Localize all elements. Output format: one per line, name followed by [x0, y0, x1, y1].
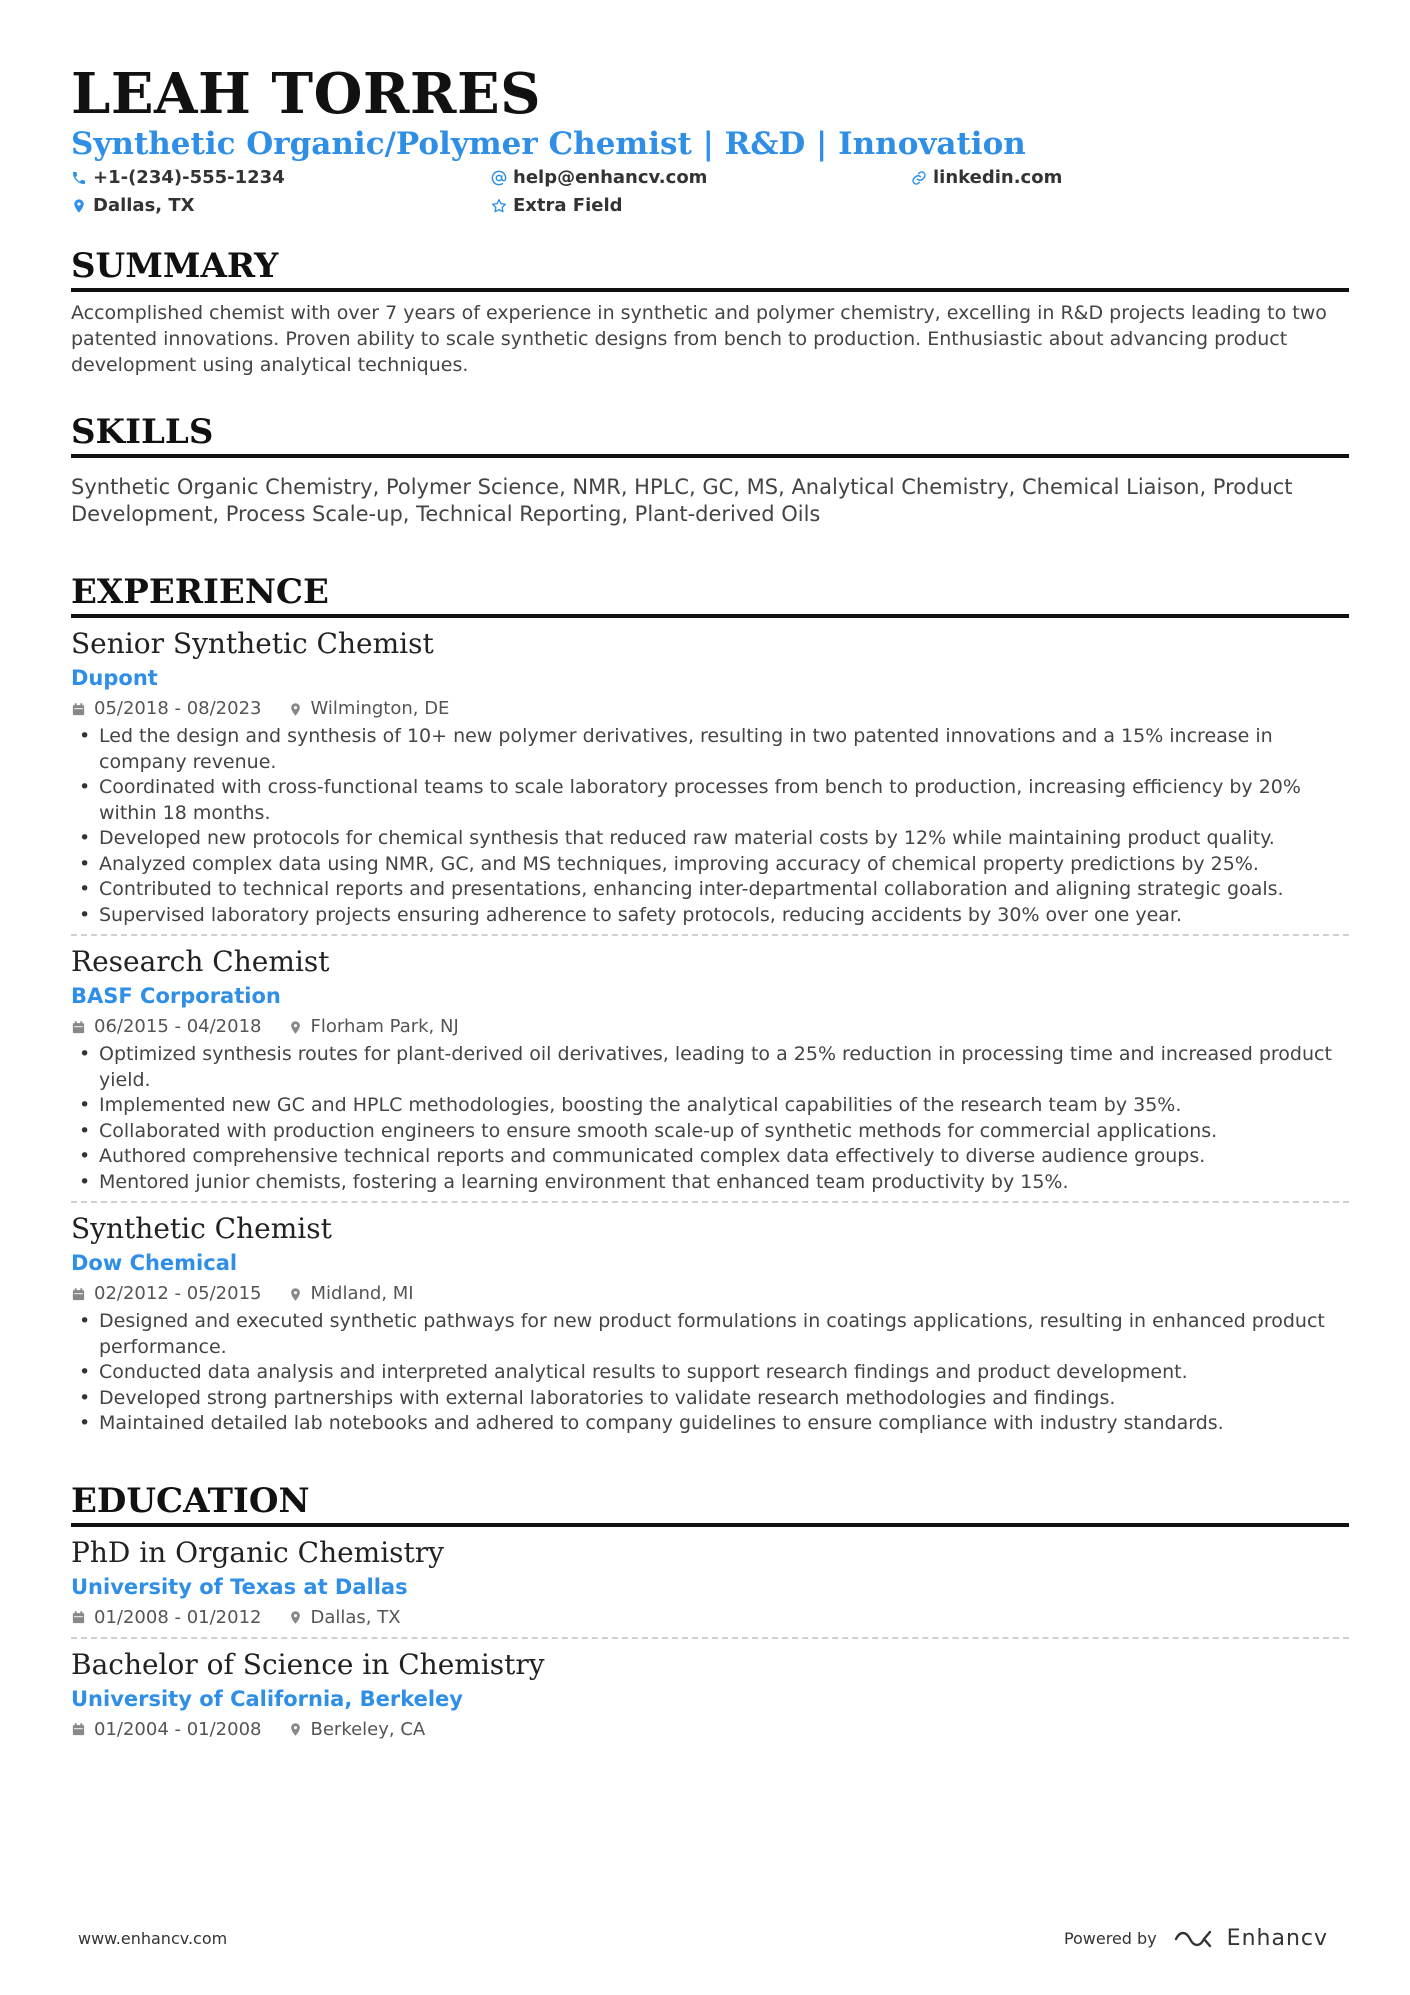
job-bullet: • Mentored junior chemists, fostering a learning environment that enhanced team productivity by 15%.: [71, 1170, 1349, 1196]
job-bullet: • Implemented new GC and HPLC methodologies, boosting the analytical capabilities of the research team by 35%.: [71, 1093, 1349, 1119]
company-name: BASF Corporation: [71, 984, 281, 1008]
education-location: Berkeley, CA: [310, 1718, 426, 1740]
calendar-icon: [71, 702, 86, 717]
education-meta: [71, 1605, 1349, 1631]
experience-entry: [71, 1211, 1349, 1443]
skills-text: Synthetic Organic Chemistry, Polymer Science, NMR, HPLC, GC, MS, Analytical Chemistry, Chemical Liaison, Product Development, Process Scale-up, Technical Reporting, Plant-derived Oils: [71, 475, 1293, 526]
powered-by-label: Powered by: [1063, 1929, 1157, 1948]
map-pin-icon: [288, 1722, 303, 1737]
company-name: Dupont: [71, 666, 158, 690]
job-location-wrap: [288, 1281, 414, 1307]
resume-page: [71, 62, 1349, 1755]
degree-title: Bachelor of Science in Chemistry: [71, 1647, 545, 1681]
education-location-wrap: [288, 1717, 426, 1743]
candidate-name: LEAH TORRES: [71, 61, 542, 127]
star-icon: [491, 198, 513, 214]
job-bullets: [71, 1309, 1349, 1437]
phone-icon: [71, 170, 93, 186]
map-pin-icon: [288, 1610, 303, 1625]
education-dates: 01/2004 - 01/2008: [94, 1718, 262, 1740]
job-bullet: • Developed strong partnerships with external laboratories to validate research methodologies and findings.: [71, 1386, 1349, 1412]
location-text: Dallas, TX: [93, 195, 195, 216]
job-meta: [71, 696, 1349, 722]
school-name: University of California, Berkeley: [71, 1686, 463, 1711]
linkedin-text: linkedin.com: [933, 167, 1063, 188]
map-pin-icon: [288, 1287, 303, 1302]
brand-logo[interactable]: [1173, 1926, 1328, 1951]
enhancv-logo-icon: [1173, 1927, 1219, 1951]
email-text: help@enhancv.com: [513, 167, 708, 188]
resume-header: [71, 62, 1349, 218]
experience-section: [71, 572, 1349, 1443]
school-name: University of Texas at Dallas: [71, 1574, 408, 1599]
education-location-wrap: [288, 1605, 401, 1631]
job-bullet: • Analyzed complex data using NMR, GC, and MS techniques, improving accuracy of chemical property predictions by 25%.: [71, 852, 1349, 878]
contact-extra: [491, 194, 911, 218]
map-pin-icon: [288, 702, 303, 717]
experience-entry: [71, 944, 1349, 1203]
summary-title: SUMMARY: [71, 246, 1349, 292]
phone-text: +1-(234)-555-1234: [93, 167, 285, 188]
experience-title: EXPERIENCE: [71, 572, 1349, 618]
job-bullet: • Led the design and synthesis of 10+ new polymer derivatives, resulting in two patented innovations and a 15% increase in company revenue.: [71, 724, 1349, 775]
education-entry: [71, 1647, 1349, 1749]
calendar-icon: [71, 1610, 86, 1625]
powered-by: [1064, 1926, 1328, 1951]
education-location: Dallas, TX: [310, 1606, 401, 1628]
candidate-headline: Synthetic Organic/Polymer Chemist | R&D | Innovation: [71, 126, 1026, 162]
job-location-wrap: [288, 1014, 459, 1040]
map-pin-icon: [288, 1020, 303, 1035]
map-pin-icon: [71, 198, 93, 214]
job-location-wrap: [288, 696, 450, 722]
job-location: Wilmington, DE: [310, 698, 450, 719]
job-title: Research Chemist: [71, 945, 330, 978]
job-bullet: • Designed and executed synthetic pathways for new product formulations in coatings applications, resulting in enhanced product performance.: [71, 1309, 1349, 1360]
job-bullets: [71, 724, 1349, 928]
job-bullet: • Collaborated with production engineers to ensure smooth scale-up of synthetic methods for commercial applications.: [71, 1119, 1349, 1145]
skills-section: [71, 412, 1349, 528]
company-name: Dow Chemical: [71, 1251, 238, 1275]
job-bullets: [71, 1042, 1349, 1195]
calendar-icon: [71, 1722, 86, 1737]
contact-location: [71, 194, 491, 218]
contact-list: [71, 166, 1349, 218]
job-dates: 05/2018 - 08/2023: [94, 698, 262, 719]
job-bullet: • Coordinated with cross-functional teams to scale laboratory processes from bench to production, increasing efficiency by 20% within 18 months.: [71, 775, 1349, 826]
job-title: Synthetic Chemist: [71, 1212, 332, 1245]
summary-section: [71, 246, 1349, 378]
job-bullet: • Conducted data analysis and interpreted analytical results to support research findings and product development.: [71, 1360, 1349, 1386]
education-dates: 01/2008 - 01/2012: [94, 1606, 262, 1628]
experience-entry: [71, 626, 1349, 936]
job-meta: [71, 1014, 1349, 1040]
education-meta: [71, 1717, 1349, 1743]
calendar-icon: [71, 1020, 86, 1035]
footer-url[interactable]: www.enhancv.com: [78, 1929, 228, 1948]
brand-name: Enhancv: [1226, 1926, 1328, 1951]
education-title: EDUCATION: [71, 1481, 1349, 1527]
page-footer: [78, 1926, 1328, 1951]
link-icon: [911, 170, 933, 186]
job-meta: [71, 1281, 1349, 1307]
job-bullet: • Supervised laboratory projects ensuring adherence to safety protocols, reducing accidents by 30% over one year.: [71, 903, 1349, 929]
job-dates: 06/2015 - 04/2018: [94, 1016, 262, 1037]
job-bullet: • Maintained detailed lab notebooks and adhered to company guidelines to ensure compliance with industry standards.: [71, 1411, 1349, 1437]
contact-email[interactable]: [491, 166, 911, 190]
calendar-icon: [71, 1287, 86, 1302]
at-icon: [491, 170, 513, 186]
education-section: [71, 1481, 1349, 1749]
job-bullet: • Contributed to technical reports and presentations, enhancing inter-departmental collaboration and aligning strategic goals.: [71, 877, 1349, 903]
degree-title: PhD in Organic Chemistry: [71, 1535, 444, 1569]
extra-text: Extra Field: [513, 195, 623, 216]
contact-phone[interactable]: [71, 166, 491, 190]
job-location: Midland, MI: [310, 1283, 414, 1304]
job-bullet: • Optimized synthesis routes for plant-derived oil derivatives, leading to a 25% reduction in processing time and increased product yield.: [71, 1042, 1349, 1093]
education-entry: [71, 1535, 1349, 1639]
contact-linkedin[interactable]: [911, 166, 1331, 190]
job-bullet: • Developed new protocols for chemical synthesis that reduced raw material costs by 12% while maintaining product quality.: [71, 826, 1349, 852]
job-location: Florham Park, NJ: [310, 1016, 459, 1037]
skills-title: SKILLS: [71, 412, 1349, 458]
summary-text: Accomplished chemist with over 7 years of experience in synthetic and polymer chemistry, excelling in R&D projects leading to two patented innovations. Proven ability to scale synthetic designs from bench to production. Enthusiastic about advancing product development using analytical techniques.: [71, 302, 1327, 376]
job-title: Senior Synthetic Chemist: [71, 627, 434, 660]
job-dates: 02/2012 - 05/2015: [94, 1283, 262, 1304]
job-bullet: • Authored comprehensive technical reports and communicated complex data effectively to diverse audience groups.: [71, 1144, 1349, 1170]
